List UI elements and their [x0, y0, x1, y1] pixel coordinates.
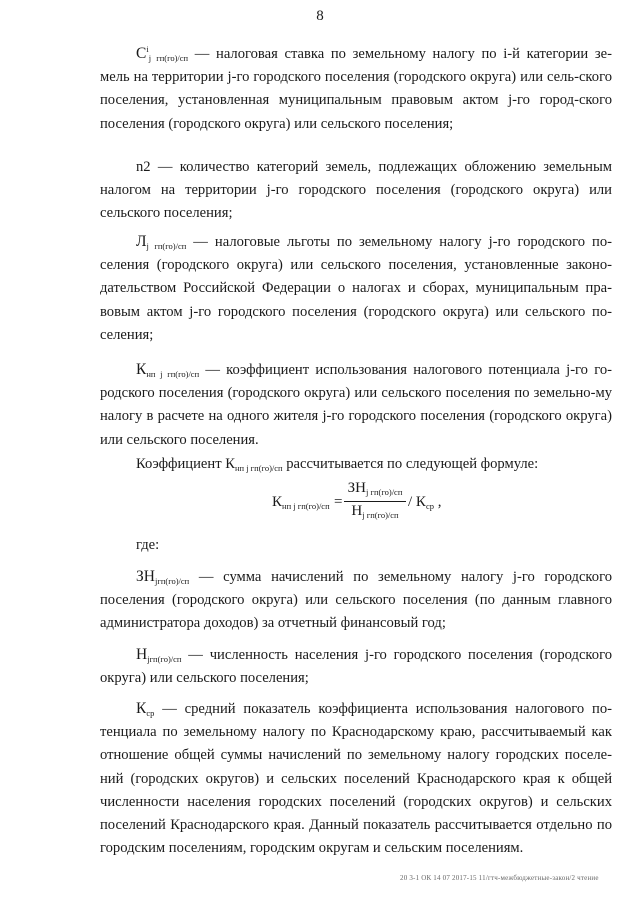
tax-rate-rest: мель на территории j-го городского поселения (городского округа) или сель-ского поселения, установленная муниципальным правовым актом j-го город-ского поселения (городского округа) или сельского поселения;	[100, 69, 612, 132]
formula-intro-sub: нп j гп(го)/сп	[234, 463, 283, 473]
paragraph-formula-intro	[100, 453, 612, 476]
where-label: где:	[136, 537, 160, 553]
symbol-k: К	[136, 361, 147, 378]
paragraph-land-categories	[100, 156, 612, 226]
paragraph-coefficient	[100, 358, 612, 452]
symbol-k-avg: К	[136, 700, 147, 717]
formula-intro-before: Коэффициент К	[136, 456, 235, 472]
population-text: — численность населения j-го городского поселения (городского округа) или сельского поселения;	[100, 647, 612, 687]
coefficient-formula	[272, 480, 472, 526]
symbol-c-sup: i	[146, 44, 149, 55]
formula-fraction	[344, 480, 406, 523]
where-label-block	[100, 534, 612, 557]
land-categories-text: n2 — количество категорий земель, подлежащих обложению земельным налогом на территории j-го городского поселения (городского округа) или сельского поселения;	[100, 159, 612, 222]
symbol-c: C	[136, 45, 147, 62]
paragraph-tax-accruals	[100, 565, 612, 636]
symbol-l-sub: j гп(го)/сп	[146, 241, 187, 251]
document-footer: 20 3-1 ОК 14 07 2017-15 11/гтч-межбюджетные-закон/2 чтение	[400, 874, 599, 882]
formula-equals: =	[334, 494, 343, 510]
fraction-line	[344, 501, 406, 502]
formula-denominator: $Н_{j гп(го)/сп}$	[351, 503, 399, 520]
symbol-l: Л	[136, 233, 147, 250]
symbol-n: Н	[136, 646, 148, 663]
symbol-zn-sub: jгп(го)/сп	[154, 576, 190, 586]
page-number: 8	[316, 8, 324, 24]
tax-benefits-text: — налоговые льготы по земельному налогу j-го городского по-селения (городского округа) или сельского поселения, установленные законо-дательством Российской Федерации о налогах и сборах, муниципальным пра-вовым актом j-го городского поселения (городского округа) или сельского по-селения;	[100, 234, 612, 343]
average-coefficient-text: — средний показатель коэффициента использования налогового по-тенциала по земельному налогу по Краснодарскому краю, рассчитываемый как отношение общей суммы начислений по земельному налогу городских поселе-ний (городских округов) и сельских поселений Краснодарского края к общей численности населения городских поселений (городских округов) и сельских поселений Краснодарского края. Данный показатель рассчитывается отдельно по городским поселениям, городским округам и сельским поселениям.	[100, 701, 612, 857]
formula-rhs: / $К_{ср}$ ,	[408, 494, 442, 511]
symbol-k-avg-sub: ср	[146, 708, 155, 718]
paragraph-average-coefficient	[100, 697, 612, 860]
symbol-zn: ЗН	[136, 568, 155, 585]
symbol-k-sub: нп j гп(го)/сп	[146, 369, 200, 379]
paragraph-tax-benefits	[100, 230, 612, 347]
symbol-c-sub: j гп(го)/сп	[148, 53, 189, 63]
formula-lhs: $К_{нп j гп(го)/сп}$	[272, 494, 330, 511]
formula-numerator: $ЗН_{j гп(го)/сп}$	[347, 480, 403, 497]
tax-accruals-text: — сумма начислений по земельному налогу j-го городского поселения (городского округа) или сельского поселения (по данным главного администратора доходов) за отчетный финансовый год;	[100, 569, 612, 632]
paragraph-tax-rate	[100, 42, 612, 136]
paragraph-population	[100, 643, 612, 690]
coefficient-text: — коэффициент использования налогового потенциала j-го го-родского поселения (городского округа) или сельского поселения по земельно-му налогу в расчете на одного жителя j-го городского поселения (городского округа) или сельского поселения.	[100, 362, 612, 448]
formula-intro-after: рассчитывается по следующей формуле:	[282, 456, 539, 472]
symbol-n-sub: jгп(го)/сп	[147, 654, 182, 664]
tax-rate-line1: — налоговая ставка по земельному налогу по i-й категории зе-	[188, 46, 612, 62]
